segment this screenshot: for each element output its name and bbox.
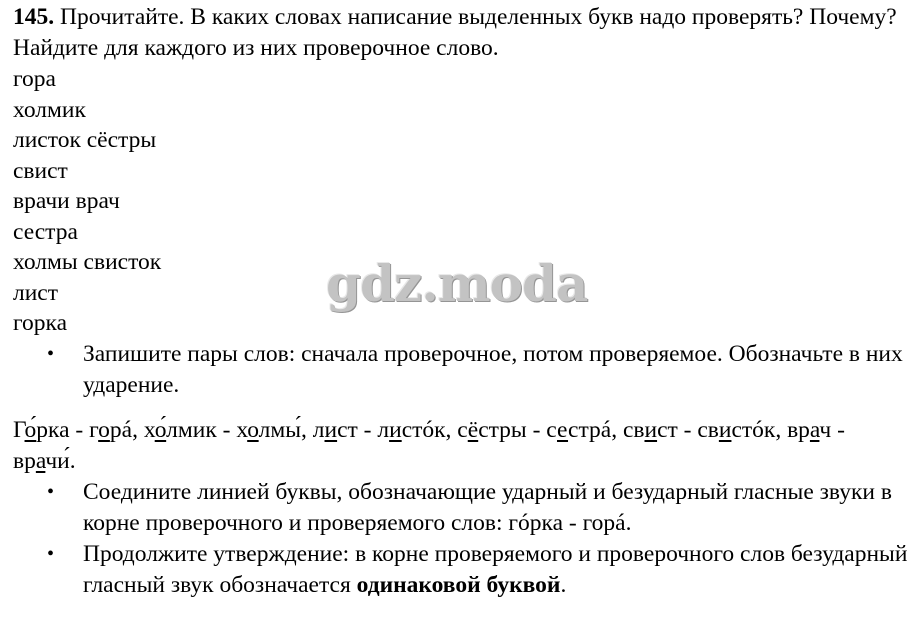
instruction-text-post: . xyxy=(560,571,567,598)
underlined-letter: и xyxy=(644,416,658,443)
underlined-letter: о́ xyxy=(154,416,167,443)
instruction-list-1 xyxy=(13,339,908,401)
instruction-item xyxy=(13,477,908,539)
word-item: сестра xyxy=(13,218,78,245)
word-item: врачи врач xyxy=(13,188,120,214)
task-number: 145. xyxy=(13,4,55,30)
instruction-bold-phrase: одинаковой буквой xyxy=(356,571,561,598)
task-text: Прочитайте. В каких словах написание выделенных букв надо проверять? Почему? Найдите для каждого из них проверочное слово. xyxy=(13,4,897,61)
instruction-item xyxy=(13,539,908,601)
answer-text: ст - л xyxy=(337,416,390,443)
instruction-item xyxy=(13,339,908,401)
word-item: холмы свисток xyxy=(13,249,162,275)
answer-text: стóк, вр xyxy=(731,416,810,443)
task-statement xyxy=(13,2,908,64)
instruction-text-pre: Продолжите утверждение: в корне проверяемого и проверочного слов безударный гласный звук обозначается xyxy=(83,540,908,598)
answer-text: ст - св xyxy=(657,416,719,443)
answer-text: стрá, св xyxy=(568,416,645,443)
watermark-logo: gdz.moda xyxy=(326,254,588,313)
word-item: свист xyxy=(13,157,68,184)
answer-text: чи́. xyxy=(45,447,76,474)
answer-text: Г xyxy=(13,416,25,443)
answer-text: рка - г xyxy=(36,416,99,443)
bullet-icon: • xyxy=(47,342,55,365)
word-item: холмик xyxy=(13,96,86,123)
instruction-list-2 xyxy=(13,477,908,601)
word-item: гора xyxy=(13,66,56,92)
underlined-letter: и xyxy=(324,416,338,443)
underlined-letter: и xyxy=(718,416,732,443)
underlined-letter: о xyxy=(247,416,259,443)
instruction-text: Соедините линией буквы, обозначающие ударный и безударный гласные звуки в корне проверочного и проверяемого слов: гóрка - горá. xyxy=(83,478,892,536)
bullet-icon: • xyxy=(47,542,55,565)
answer-text: лмы́, л xyxy=(258,416,325,443)
answer-text: стóк, с xyxy=(401,416,468,443)
underlined-letter: ё xyxy=(467,416,479,443)
answer-paragraph xyxy=(13,415,908,477)
underlined-letter: а xyxy=(809,416,820,443)
answer-text: ч - вр xyxy=(13,416,845,474)
bullet-icon: • xyxy=(47,480,55,503)
answer-text: лмик - х xyxy=(166,416,248,443)
underlined-letter: а xyxy=(35,447,46,474)
word-item: горка xyxy=(13,310,68,336)
answer-text: стры - с xyxy=(478,416,558,443)
answer-text: рá, х xyxy=(109,416,155,443)
word-item: лист xyxy=(13,279,59,306)
word-item: листок сёстры xyxy=(13,127,157,153)
underlined-letter: о́ xyxy=(24,416,37,443)
underlined-letter: о xyxy=(98,416,110,443)
underlined-letter: и xyxy=(389,416,402,443)
instruction-text: Запишите пары слов: сначала проверочное, потом проверяемое. Обозначьте в них ударение. xyxy=(83,340,903,398)
underlined-letter: е xyxy=(557,416,569,443)
